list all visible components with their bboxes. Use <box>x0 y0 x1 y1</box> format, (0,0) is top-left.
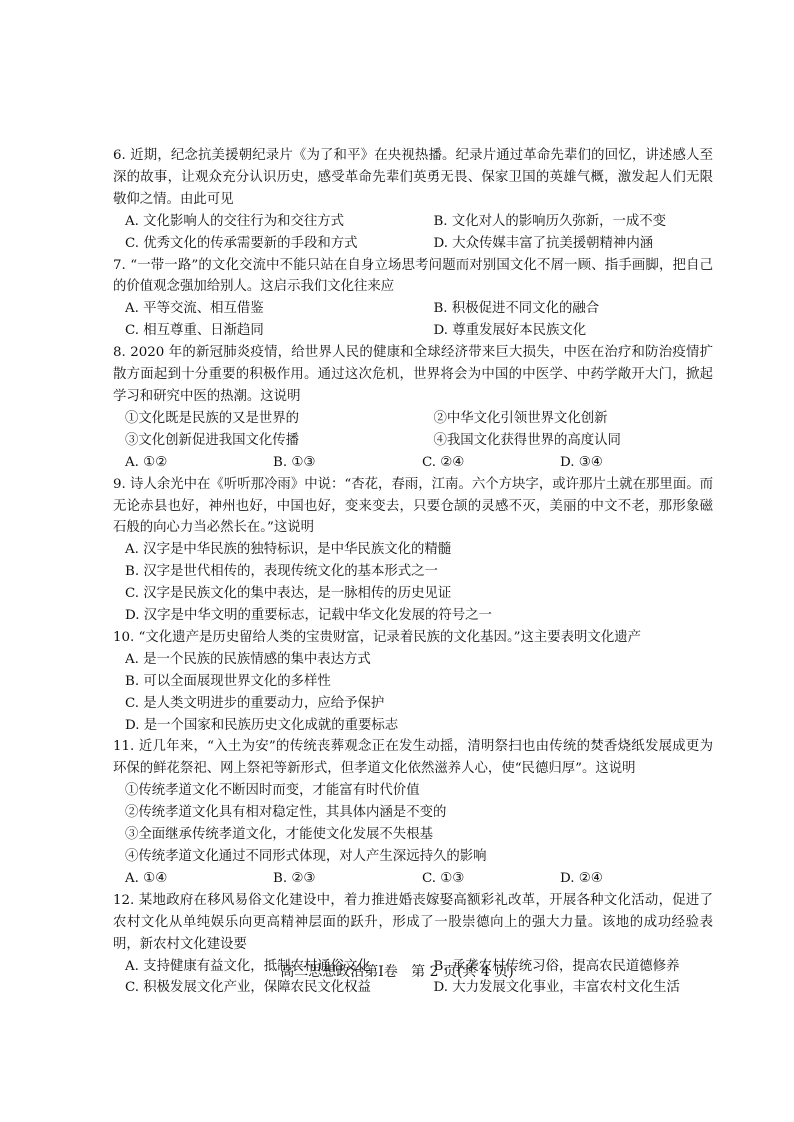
answer-option: B. 积极促进不同文化的融合 <box>433 301 600 317</box>
answer-option: A. 是一个民族的民族情感的集中表达方式 <box>125 651 371 667</box>
question-stem: 7. “一带一路”的文化交流中不能只站在自身立场思考问题而对别国文化不屑一顾、指手画脚，把自己的价值观念强加给别人。这启示我们文化往来应 <box>113 257 713 295</box>
statement-item: ②传统孝道文化具有相对稳定性，其具体内涵是不变的 <box>125 805 447 821</box>
statement-item: ①传统孝道文化不断因时而变，才能富有时代价值 <box>125 783 420 799</box>
statement-item: ③全面继承传统孝道文化，才能使文化发展不失根基 <box>125 827 433 843</box>
answer-option: C. ①③ <box>422 870 465 886</box>
answer-option: B. 可以全面展现世界文化的多样性 <box>125 673 331 689</box>
question-block <box>113 342 713 473</box>
answer-option: D. 尊重发展好本民族文化 <box>433 323 587 339</box>
question-stem: 8. 2020 年的新冠肺炎疫情，给世界人民的健康和全球经济带来巨大损失，中医在治疗和防治疫情扩散方面起到十分重要的积极作用。通过这次危机，世界将会为中国的中医学、中药学敞开大门，掀起学习和研究中医的热潮。这说明 <box>113 345 713 404</box>
answer-choices <box>113 452 713 474</box>
answer-option: A. 平等交流、相互借鉴 <box>125 301 264 317</box>
answer-option: A. 汉字是中华民族的独特标识，是中华民族文化的精髓 <box>125 542 452 558</box>
answer-option: D. ③④ <box>560 454 603 470</box>
question-list <box>113 145 713 999</box>
statement-row <box>113 430 713 452</box>
answer-option: A. 文化影响人的交往行为和交往方式 <box>125 213 345 229</box>
answer-option: C. ②④ <box>422 454 465 470</box>
answer-option: A. 支持健康有益文化，抵制农村通俗文化 <box>125 958 371 974</box>
question-stem: 11. 近几年来，“入土为安”的传统丧葬观念正在发生动摇，清明祭扫也由传统的焚香烧纸发展成更为环保的鲜花祭祀、网上祭祀等新形式，但孝道文化依然滋养人心，使“民德归厚”。这说明 <box>113 739 713 777</box>
answer-option: D. 汉字是中华文明的重要标志，记载中华文化发展的符号之一 <box>125 608 492 624</box>
option-row <box>113 320 713 342</box>
statement-item: ④传统孝道文化通过不同形式体现，对人产生深远持久的影响 <box>125 849 487 864</box>
question-stem: 6. 近期，纪念抗美援朝纪录片《为了和平》在央视热播。纪录片通过革命先辈们的回忆，讲述感人至深的故事，让观众充分认识历史，感受革命先辈们英勇无畏、保家卫国的英雄气概，激发起人们无限敬仰之情。由此可见 <box>113 148 713 207</box>
answer-option: D. ②④ <box>560 870 603 886</box>
question-block <box>113 627 713 737</box>
page-footer: 高二思想政治第Ⅰ卷 第 2 页(共 4 页) <box>280 964 514 980</box>
answer-option: C. 汉字是民族文化的集中表达，是一脉相传的历史见证 <box>125 586 452 602</box>
answer-option: C. 相互尊重、日渐趋同 <box>125 323 264 339</box>
answer-option: B. ②③ <box>273 870 316 886</box>
answer-option: C. 积极发展文化产业，保障农民文化权益 <box>125 980 371 996</box>
question-block <box>113 736 713 889</box>
answer-option: A. ①② <box>125 454 168 470</box>
answer-option: B. ①③ <box>273 454 316 470</box>
statement-item: ④我国文化获得世界的高度认同 <box>433 432 621 448</box>
question-stem: 9. 诗人余光中在《听听那冷雨》中说：“杏花，春雨，江南。六个方块字，或许那片土就在那里面。而无论赤县也好，神州也好，中国也好，变来变去，只要仓颉的灵感不灭，美丽的中文不老，那形象磁石般的向心力当必然长在。”这说明 <box>113 476 713 536</box>
question-block <box>113 255 713 343</box>
answer-option: B. 承袭农村传统习俗，提高农民道德修养 <box>433 958 680 974</box>
question-stem: 12. 某地政府在移风易俗文化建设中，着力推进婚丧嫁娶高额彩礼改革，开展各种文化活动，促进了农村文化从单纯娱乐向更高精神层面的跃升，形成了一股崇德向上的强大力量。该地的成功经验表明，新农村文化建设要 <box>113 892 713 952</box>
answer-option: D. 大众传媒丰富了抗美援朝精神内涵 <box>433 235 654 251</box>
answer-option: B. 汉字是世代相传的，表现传统文化的基本形式之一 <box>125 564 438 580</box>
statement-item: ②中华文化引领世界文化创新 <box>433 410 608 426</box>
answer-option: D. 是一个国家和民族历史文化成就的重要标志 <box>125 717 399 733</box>
answer-option: C. 是人类文明进步的重要动力，应给予保护 <box>125 695 385 711</box>
answer-option: C. 优秀文化的传承需要新的手段和方式 <box>125 235 358 251</box>
question-block <box>113 474 713 627</box>
question-block <box>113 145 713 255</box>
option-row <box>113 233 713 255</box>
answer-choices <box>113 868 713 890</box>
answer-option: A. ①④ <box>125 870 168 886</box>
answer-option: B. 文化对人的影响历久弥新，一成不变 <box>433 213 667 229</box>
statement-item: ③文化创新促进我国文化传播 <box>125 432 300 448</box>
option-row <box>113 298 713 320</box>
statement-item: ①文化既是民族的又是世界的 <box>125 410 300 426</box>
question-stem: 10. “文化遗产是历史留给人类的宝贵财富，记录着民族的文化基因。”这主要表明文化遗产 <box>113 629 641 645</box>
option-row <box>113 211 713 233</box>
statement-row <box>113 408 713 430</box>
answer-option: D. 大力发展文化事业，丰富农村文化生活 <box>433 980 680 996</box>
